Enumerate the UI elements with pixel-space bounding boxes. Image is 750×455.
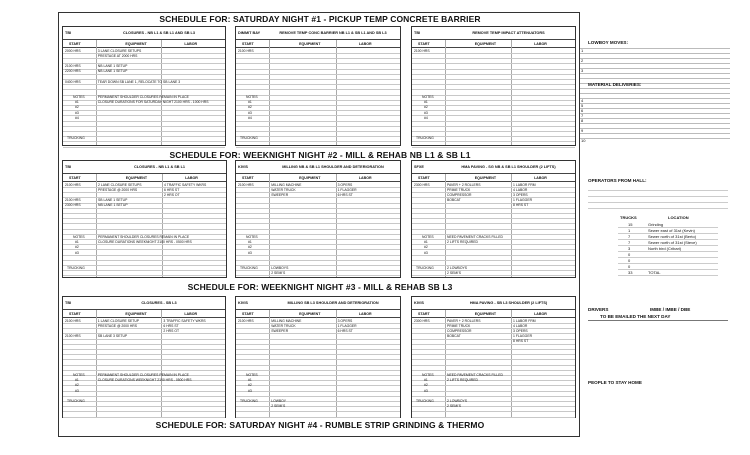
truck-count: 15	[628, 222, 633, 227]
block-title: REMOVE TEMP IMPACT ATTENUATORS	[472, 31, 545, 35]
truck-location: Sewer east of 31st (Kevin)	[648, 228, 695, 233]
row-equipment: PRIME TRUCK	[447, 187, 471, 192]
row-labor: 1 LABOR FRM	[513, 318, 536, 323]
row-equipment: 1 LANE CLOSURE SETUP	[97, 318, 140, 323]
note-number: #3	[424, 388, 428, 393]
labor-header: LABOR	[184, 41, 198, 46]
side-number: 10	[581, 138, 586, 143]
schedule-title-2: SCHEDULE FOR: WEEKNIGHT NIGHT #2 - MILL & REHAB NB L1 & SB L1	[169, 150, 471, 160]
truck-count: 3	[628, 246, 631, 251]
note-text: 2 LIFTS REQUIRED	[447, 378, 478, 383]
row-equipment: TEAR DOWN SB LANE 1, RELOCATE TO SB LANE 3	[97, 79, 181, 84]
column-headers	[412, 310, 575, 318]
truck-line	[618, 269, 718, 270]
contractor-id: KIVIS	[238, 165, 248, 169]
row-equipment: PRIME TRUCK	[447, 323, 471, 328]
truck-line	[618, 275, 718, 276]
note-text: NEED PAVEMENT CRACKS FILLED	[447, 235, 503, 239]
people-stay-home-label: PEOPLE TO STAY HOME	[588, 380, 642, 385]
trucking-item: 2 SEMI'S	[447, 404, 462, 409]
block-title: CLOSURES - NB L1 & SB L1 AND SB L3	[122, 31, 195, 35]
table-row	[236, 412, 400, 418]
trucking-item: LOWBOY	[271, 399, 287, 403]
column-headers	[236, 310, 400, 318]
side-line	[580, 88, 730, 89]
row-equipment: MILLING MACHINE	[271, 182, 302, 187]
side-number: 8	[581, 118, 584, 123]
block-title: CLOSURES - SB L3	[141, 301, 177, 305]
note-text: 2 LIFTS REQUIRED	[447, 240, 478, 245]
labor-header: LABOR	[534, 175, 547, 180]
truck-count: 0	[628, 252, 631, 257]
row-equipment: PRESTAGE AT 2000 HRS	[97, 53, 138, 58]
truck-count: 0	[628, 258, 631, 263]
row-start: 2200 HRS	[65, 69, 81, 74]
start-header: START	[242, 311, 254, 316]
work-block-b5	[235, 160, 401, 278]
note-number: #2	[248, 105, 252, 110]
notes-label: NOTES	[246, 235, 258, 239]
block-header	[236, 161, 400, 174]
row-equipment: PAVER + 2 ROLLERS	[447, 182, 481, 187]
note-number: #1	[75, 100, 79, 105]
labor-header: LABOR	[358, 41, 372, 46]
row-equipment: WATER TRUCK	[271, 187, 296, 192]
notes-label: NOTES	[246, 373, 258, 377]
truck-count: 7	[628, 240, 631, 245]
row-labor: 1 FLAGGER	[513, 334, 533, 339]
labor-header: LABOR	[184, 311, 198, 316]
note-number: #1	[248, 378, 252, 383]
row-labor: 6 HRS ST	[163, 323, 179, 328]
notes-label: NOTES	[73, 235, 85, 239]
equipment-header: EQUIPMENT	[125, 311, 147, 316]
work-block-b1	[62, 26, 226, 146]
trucking-item: 2 SEMI'S	[447, 271, 462, 276]
notes-label: NOTES	[422, 373, 434, 377]
side-line	[580, 103, 730, 104]
block-header	[412, 27, 575, 40]
contractor-id: TBI	[414, 31, 421, 35]
truck-line	[618, 251, 718, 252]
email-note: TO BE EMAILED THE NEXT DAY	[600, 314, 671, 319]
equipment-header: EQUIPMENT	[474, 311, 497, 316]
note-number: #1	[75, 240, 79, 245]
table-row	[63, 270, 226, 276]
row-labor: 4 TRAFFIC SAFETY WKRS	[164, 182, 207, 187]
row-start: 2100 HRS	[65, 64, 81, 69]
start-header: START	[242, 41, 254, 46]
work-block-b6	[411, 160, 576, 278]
column-headers	[412, 40, 575, 48]
truck-count: 0	[628, 264, 631, 269]
location-header: LOCATION	[668, 215, 689, 220]
truck-location: Sewer north of 31st (Steve)	[648, 240, 697, 245]
note-text: CLOSURE DURATIONS FOR SATURDAY NIGHT 2100 HRS - 1000 HRS	[97, 100, 209, 105]
equipment-header: EQUIPMENT	[299, 175, 321, 180]
row-labor: 8 HRS ST	[513, 203, 529, 208]
note-text: CLOSURE DURATIONS WEEKNIGHT 2100 HRS - 0500 HRS	[98, 240, 192, 245]
contractor-id: TBI	[65, 31, 72, 35]
row-labor: 3 TRAFFIC SAFETY WKRS	[163, 318, 206, 323]
note-number: #2	[248, 245, 252, 250]
note-number: #2	[424, 383, 428, 388]
side-line	[580, 93, 730, 94]
side-line	[580, 73, 730, 74]
work-block-b8	[235, 296, 401, 418]
row-equipment: COMPRESSOR	[447, 328, 472, 333]
equipment-header: EQUIPMENT	[299, 311, 321, 316]
equipment-header: EQUIPMENT	[299, 41, 321, 46]
side-line	[580, 63, 730, 64]
labor-header: LABOR	[534, 311, 547, 316]
table-row	[63, 142, 225, 148]
labor-header: LABOR	[358, 175, 372, 180]
row-labor: 2 HRS OT	[164, 192, 180, 197]
trucking-item: 2 LOWBOYS	[447, 266, 467, 270]
block-title: REMOVE TEMP CONC BARRIER NB L1 & SB L1 AND SB L3	[279, 31, 387, 35]
column-headers	[412, 174, 575, 182]
trucking-item: 2 LOWBOYS	[447, 399, 467, 403]
operator-line	[588, 202, 728, 203]
row-labor: 4 LABOR	[513, 323, 528, 328]
note-number: #2	[75, 105, 79, 110]
row-start: 2100 HRS	[238, 182, 254, 187]
trucking-label: TRUCKING	[240, 399, 258, 403]
row-start: 2300 HRS	[414, 182, 430, 187]
row-labor: 1 LABOR FRM	[513, 182, 536, 187]
row-start: 0400 HRS	[65, 79, 81, 84]
column-headers	[236, 174, 400, 182]
truck-location: North bird (Cribari)	[648, 246, 682, 251]
block-header	[412, 297, 575, 310]
side-number: 4	[581, 98, 584, 103]
row-start: 2100 HRS	[414, 48, 430, 53]
block-header	[412, 161, 575, 174]
note-number: #4	[75, 115, 79, 120]
row-equipment: SWEEPER	[271, 328, 289, 333]
block-header	[63, 297, 225, 310]
row-start: 2100 HRS	[238, 48, 254, 53]
side-line	[580, 53, 730, 54]
note-number: #1	[248, 100, 252, 105]
note-number: #2	[424, 105, 428, 110]
row-start: 2100 HRS	[65, 334, 81, 339]
note-text: PERMANENT SHOULDER CLOSURES REMAIN IN PLACE	[97, 373, 189, 377]
row-equipment: 2 LANE CLOSURE SETUPS	[98, 182, 142, 187]
block-title: CLOSURES - NB L1 & SB L1	[133, 165, 186, 169]
row-start: 2100 HRS	[65, 182, 81, 187]
note-number: #1	[424, 100, 428, 105]
truck-count: 1	[628, 228, 631, 233]
start-header: START	[418, 311, 430, 316]
note-number: #3	[75, 250, 79, 255]
column-headers	[63, 174, 226, 182]
row-labor: 2 HRS OT	[163, 328, 180, 333]
operator-line	[588, 196, 728, 197]
truck-location: TOTAL	[648, 270, 661, 275]
trucks-header: TRUCKS	[620, 215, 637, 220]
table-row	[63, 412, 225, 418]
note-number: #1	[248, 240, 252, 245]
note-number: #2	[424, 245, 428, 250]
row-equipment: PAVER + 2 ROLLERS	[447, 318, 481, 323]
equipment-header: EQUIPMENT	[474, 175, 497, 180]
row-labor: 8 HRS ST	[513, 339, 529, 344]
column-headers	[236, 40, 400, 48]
row-equipment: 3 LANE CLOSURE SETUPS	[97, 48, 142, 53]
note-text: NEED PAVEMENT CRACKS FILLED	[447, 373, 503, 377]
trucking-label: TRUCKING	[67, 136, 85, 140]
start-header: START	[242, 175, 254, 180]
lowboy-moves-label: LOWBOY MOVES:	[588, 40, 628, 45]
row-labor: 1 FLAGGER	[337, 187, 357, 192]
side-line	[580, 123, 730, 124]
side-line	[580, 58, 730, 59]
note-number: #3	[75, 110, 79, 115]
work-block-b7	[62, 296, 226, 418]
side-line	[580, 128, 730, 129]
row-equipment: COMPRESSOR	[447, 192, 472, 197]
side-number: 9	[581, 128, 584, 133]
table-row	[412, 142, 575, 148]
trucking-item: 2 SEMI'S	[271, 404, 286, 409]
labor-header: LABOR	[534, 41, 547, 46]
note-number: #3	[248, 250, 252, 255]
drivers-line	[588, 320, 728, 321]
trucking-label: TRUCKING	[67, 266, 85, 270]
work-block-b2	[235, 26, 401, 146]
equipment-header: EQUIPMENT	[474, 41, 497, 46]
row-labor: 6 HRS ST	[337, 192, 353, 197]
side-line	[580, 113, 730, 114]
trucking-label: TRUCKING	[67, 399, 85, 403]
trucking-item: 2 SEMI'S	[271, 271, 286, 276]
table-row	[236, 270, 400, 276]
side-line	[580, 118, 730, 119]
work-block-b9	[411, 296, 576, 418]
row-start: 2300 HRS	[414, 318, 430, 323]
block-header	[236, 297, 400, 310]
table-row	[236, 142, 400, 148]
truck-line	[618, 257, 718, 258]
row-equipment: NB LANE 1 SETUP	[97, 69, 128, 74]
row-labor: 3 OPERS	[337, 318, 353, 323]
note-number: #3	[424, 110, 428, 115]
row-labor: 6 HRS ST	[164, 187, 180, 192]
side-number: 1	[581, 48, 584, 53]
contractor-id: KIVIS	[414, 301, 424, 305]
contractor-id: SFXE	[414, 165, 424, 169]
start-header: START	[418, 41, 430, 46]
trucking-label: TRUCKING	[240, 266, 258, 270]
table-row	[412, 270, 575, 276]
equipment-header: EQUIPMENT	[125, 175, 148, 180]
side-line	[580, 138, 730, 139]
contractor-id: TBI	[65, 301, 72, 305]
note-number: #1	[424, 378, 428, 383]
note-number: #3	[424, 250, 428, 255]
column-headers	[63, 310, 225, 318]
drivers-columns: IMBE / IMBE / DBE	[650, 307, 691, 312]
row-equipment: SWEEPER	[271, 192, 289, 197]
block-title: MILLING NB & SB L1 SHOULDER AND DETERIORATION	[282, 165, 384, 169]
equipment-header: EQUIPMENT	[125, 41, 147, 46]
block-title: MILLING SB L3 SHOULDER AND DETERIORATION	[287, 301, 379, 305]
operators-label: OPERATORS FROM HALL:	[588, 178, 647, 183]
block-header	[63, 27, 225, 40]
notes-label: NOTES	[422, 95, 434, 99]
side-line	[580, 68, 730, 69]
row-labor: 1 FLAGGER	[513, 198, 533, 203]
trucking-label: TRUCKING	[240, 136, 258, 140]
trucking-label: TRUCKING	[416, 266, 434, 270]
notes-label: NOTES	[246, 95, 258, 99]
side-number: 5	[581, 103, 584, 108]
row-start: 2100 HRS	[65, 318, 81, 323]
contractor-id: DIMMIT BAY	[238, 31, 261, 35]
start-header: START	[69, 311, 81, 316]
truck-line	[618, 263, 718, 264]
row-labor: 3 OPERS	[337, 182, 353, 187]
trucking-item: LOWBOYS	[271, 266, 289, 270]
side-number: 6	[581, 108, 584, 113]
row-labor: 3 OPERS	[513, 192, 528, 197]
block-header	[63, 161, 226, 174]
material-deliveries-label: MATERIAL DELIVERIES:	[588, 82, 642, 87]
note-number: #3	[248, 110, 252, 115]
row-start: 2100 HRS	[238, 318, 254, 323]
note-text: CLOSURE DURATIONS WEEKNIGHT 2100 HRS - 0500 HRS	[97, 378, 192, 383]
trucking-label: TRUCKING	[416, 136, 434, 140]
side-number: 7	[581, 113, 584, 118]
notes-label: NOTES	[422, 235, 434, 239]
truck-location: Sewer north of 31st (Berto)	[648, 234, 697, 239]
note-number: #2	[75, 383, 79, 388]
schedule-title-4: SCHEDULE FOR: SATURDAY NIGHT #4 - RUMBLE STRIP GRINDING & THERMO	[155, 420, 485, 430]
trucking-label: TRUCKING	[416, 399, 434, 403]
work-block-b3	[411, 26, 576, 146]
row-start: 2100 HRS	[65, 198, 81, 203]
row-equipment: SB LANE 3 SETUP	[97, 334, 128, 339]
note-number: #4	[424, 115, 428, 120]
operator-line	[588, 208, 728, 209]
row-start: 2300 HRS	[65, 203, 81, 208]
row-labor: 1 FLAGGER	[337, 323, 357, 328]
row-equipment: MILLING MACHINE	[271, 318, 302, 323]
row-equipment: PRESTAGE @ 2000 HRS	[98, 187, 138, 192]
side-line	[580, 108, 730, 109]
side-line	[580, 48, 730, 49]
contractor-id: KIVIS	[238, 301, 248, 305]
start-header: START	[418, 175, 430, 180]
note-text: PERMANENT SHOULDER CLOSURES REMAIN IN PLACE	[98, 235, 190, 239]
work-block-b4	[62, 160, 227, 278]
note-number: #2	[75, 245, 79, 250]
row-equipment: PRESTAGE @ 2000 HRS	[97, 323, 137, 328]
truck-count: 33	[628, 270, 633, 275]
notes-label: NOTES	[73, 373, 85, 377]
row-equipment: NB LANE 1 SETUP	[97, 64, 128, 69]
row-start: 2000 HRS	[65, 48, 81, 53]
start-header: START	[69, 175, 81, 180]
block-header	[236, 27, 400, 40]
note-number: #1	[424, 240, 428, 245]
block-title: HMA PAVING - SG NB & SB L1 SHOULDER (2 LIFTS)	[461, 165, 556, 169]
side-line	[580, 133, 730, 134]
row-equipment: NB LANE 1 SETUP	[98, 203, 128, 208]
side-line	[580, 78, 730, 79]
truck-count: 7	[628, 234, 631, 239]
table-row	[412, 412, 575, 418]
row-labor: 3 OPERS	[513, 328, 528, 333]
drivers-label: DRIVERS	[588, 307, 609, 312]
labor-header: LABOR	[185, 175, 198, 180]
row-equipment: BOBCAT	[447, 334, 461, 339]
labor-header: LABOR	[358, 311, 372, 316]
row-labor: 6 HRS ST	[337, 328, 353, 333]
notes-label: NOTES	[73, 95, 85, 99]
contractor-id: TBI	[65, 165, 72, 169]
truck-location: Grinding	[648, 222, 664, 227]
schedule-title-1: SCHEDULE FOR: SATURDAY NIGHT #1 - PICKUP TEMP CONCRETE BARRIER	[159, 14, 481, 24]
operator-line	[588, 190, 728, 191]
side-number: 2	[581, 58, 584, 63]
side-line	[580, 98, 730, 99]
row-equipment: WATER TRUCK	[271, 323, 296, 328]
column-headers	[63, 40, 225, 48]
row-labor: 4 LABOR	[513, 187, 528, 192]
note-number: #4	[248, 115, 252, 120]
row-equipment: SB LANE 1 SETUP	[98, 198, 128, 203]
start-header: START	[69, 41, 81, 46]
note-number: #3	[248, 388, 252, 393]
note-text: PERMANENT SHOULDER CLOSURES REMAIN IN PLACE	[97, 95, 189, 99]
block-title: HMA PAVING - SB L3 SHOULDER (2 LIFTS)	[469, 301, 548, 305]
note-number: #1	[75, 378, 79, 383]
schedule-title-3: SCHEDULE FOR: WEEKNIGHT NIGHT #3 - MILL & REHAB SB L3	[187, 282, 453, 292]
row-equipment: BOBCAT	[447, 198, 461, 203]
note-number: #2	[248, 383, 252, 388]
note-number: #3	[75, 388, 79, 393]
side-number: 3	[581, 68, 584, 73]
